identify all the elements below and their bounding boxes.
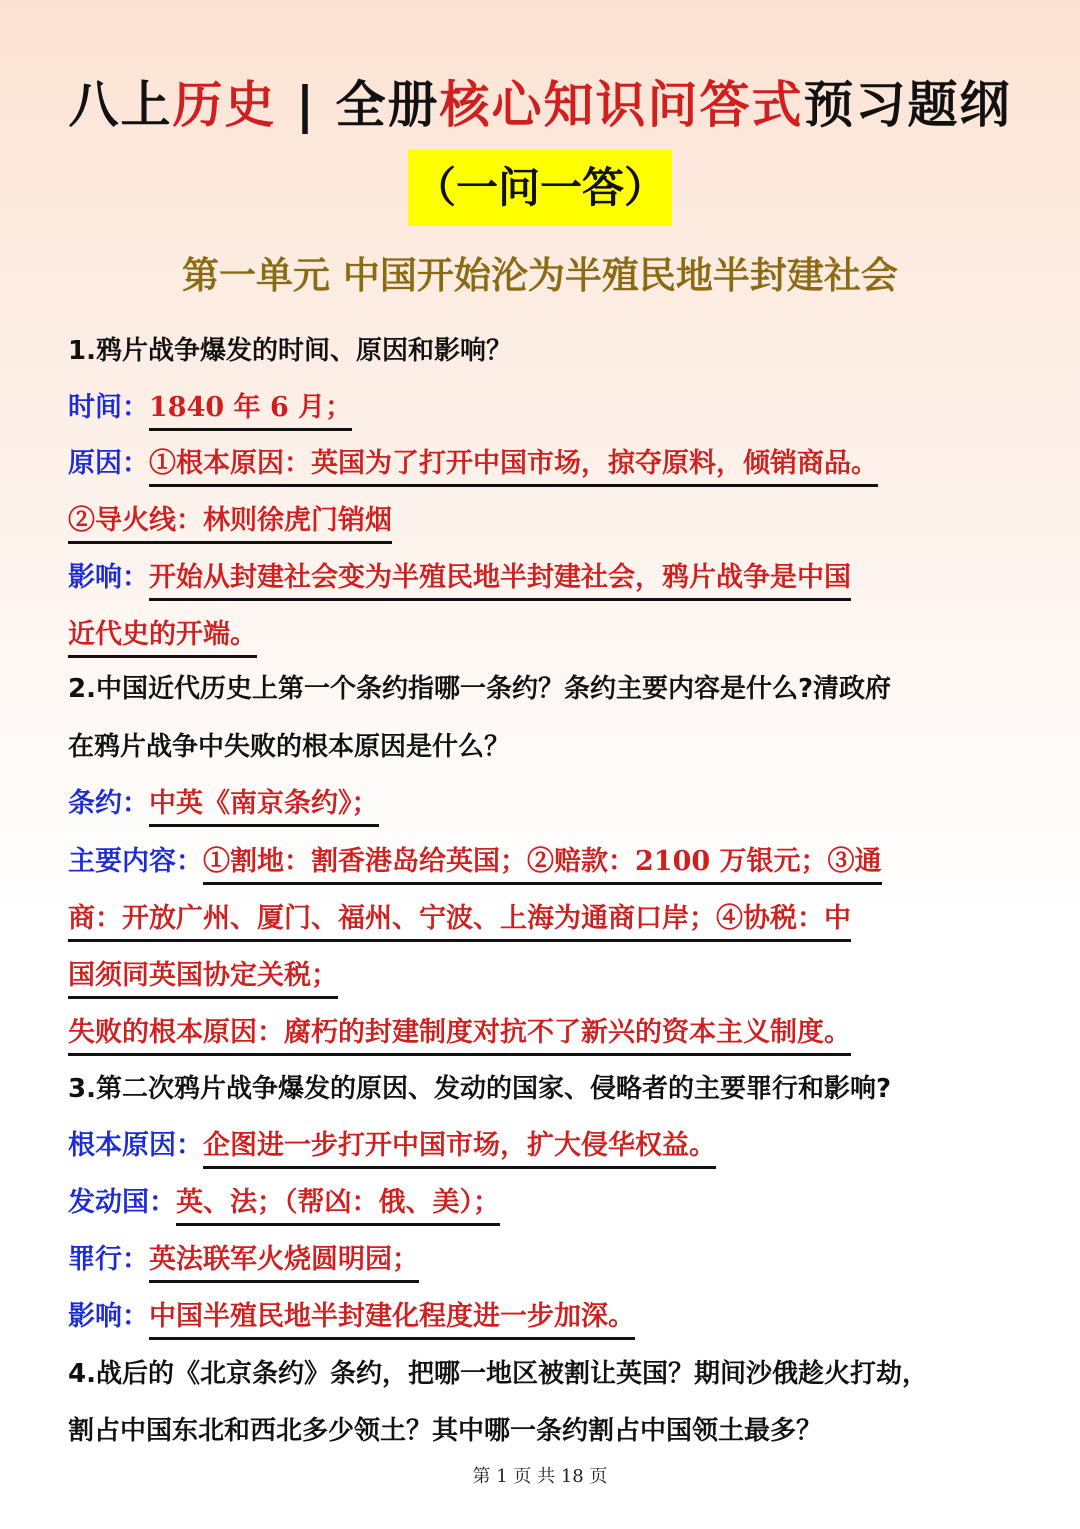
q1-impact-answer-2: 近代史的开端。	[68, 615, 257, 658]
unit-title: 第一单元 中国开始沦为半殖民地半封建社会	[182, 254, 898, 297]
q3-impact-line	[68, 1289, 635, 1345]
q1-cause-answer-2: ②导火线：林则徐虎门销烟	[68, 501, 392, 544]
question-2-line-2: 在鸦片战争中失败的根本原因是什么？	[68, 732, 511, 762]
q1-time-line	[68, 380, 352, 436]
title-part-grade: 八上	[68, 76, 173, 134]
q1-time-answer: 1840 年 6 月；	[149, 388, 352, 431]
q1-impact-line	[68, 550, 851, 606]
q3-impact-label: 影响：	[68, 1301, 149, 1332]
q2-content-answer-3: 国须同英国协定关税；	[68, 956, 338, 999]
q3-crime-answer: 英法联军火烧圆明园；	[149, 1240, 419, 1283]
title-part-core: 核心知识问答式	[439, 76, 804, 134]
title-part-scope: | 全册	[276, 76, 440, 134]
q2-failure-line	[68, 1005, 851, 1061]
q1-impact-answer-1: 开始从封建社会变为半殖民地半封建社会，鸦片战争是中国	[149, 558, 851, 601]
q3-root-label: 根本原因：	[68, 1130, 203, 1161]
q1-cause-line	[68, 436, 878, 492]
q2-treaty-label: 条约：	[68, 788, 149, 819]
q3-country-label: 发动国：	[68, 1187, 176, 1218]
q3-root-line	[68, 1118, 716, 1174]
page-number: 第 1 页 共 18 页	[472, 1466, 608, 1487]
page-title	[0, 70, 1080, 140]
subtitle: （一问一答）	[413, 163, 666, 212]
q2-content-line	[68, 834, 882, 890]
q1-impact-label: 影响：	[68, 562, 149, 593]
question-4-line-1: 4.战后的《北京条约》条约，把哪一地区被割让英国？期间沙俄趁火打劫，	[68, 1359, 928, 1389]
q2-failure-answer: 失败的根本原因：腐朽的封建制度对抗不了新兴的资本主义制度。	[68, 1013, 851, 1056]
q3-country-answer: 英、法；（帮凶：俄、美）；	[176, 1183, 500, 1226]
q2-content-line-3	[68, 948, 338, 1004]
q3-crime-line	[68, 1232, 419, 1288]
q2-content-answer-2: 商：开放广州、厦门、福州、宁波、上海为通商口岸；④协税：中	[68, 899, 851, 942]
q3-root-answer: 企图进一步打开中国市场，扩大侵华权益。	[203, 1126, 716, 1169]
q2-content-label: 主要内容：	[68, 846, 203, 877]
q1-impact-line-2	[68, 607, 257, 663]
q1-time-label: 时间：	[68, 392, 149, 423]
title-part-subject: 历史	[172, 76, 277, 134]
subtitle-highlight	[408, 150, 672, 226]
q3-impact-answer: 中国半殖民地半封建化程度进一步加深。	[149, 1297, 635, 1340]
question-4-line-2: 割占中国东北和西北多少领土？其中哪一条约割占中国领土最多？	[68, 1416, 823, 1446]
question-2-line-1: 2.中国近代历史上第一个条约指哪一条约？条约主要内容是什么?清政府	[68, 674, 892, 704]
title-part-outline: 预习题纲	[803, 76, 1012, 134]
q1-cause-line-2	[68, 493, 392, 549]
q1-cause-label: 原因：	[68, 448, 149, 479]
q2-treaty-line	[68, 776, 379, 832]
q3-country-line	[68, 1175, 500, 1231]
q2-treaty-answer: 中英《南京条约》；	[149, 784, 379, 827]
question-3: 3.第二次鸦片战争爆发的原因、发动的国家、侵略者的主要罪行和影响?	[68, 1074, 892, 1104]
question-1: 1.鸦片战争爆发的时间、原因和影响？	[68, 336, 512, 366]
q2-content-answer-1: ①割地：割香港岛给英国；②赔款：2100 万银元；③通	[203, 842, 882, 885]
q3-crime-label: 罪行：	[68, 1244, 149, 1275]
q1-cause-answer-1: ①根本原因：英国为了打开中国市场，掠夺原料，倾销商品。	[149, 444, 878, 487]
q2-content-line-2	[68, 891, 851, 947]
